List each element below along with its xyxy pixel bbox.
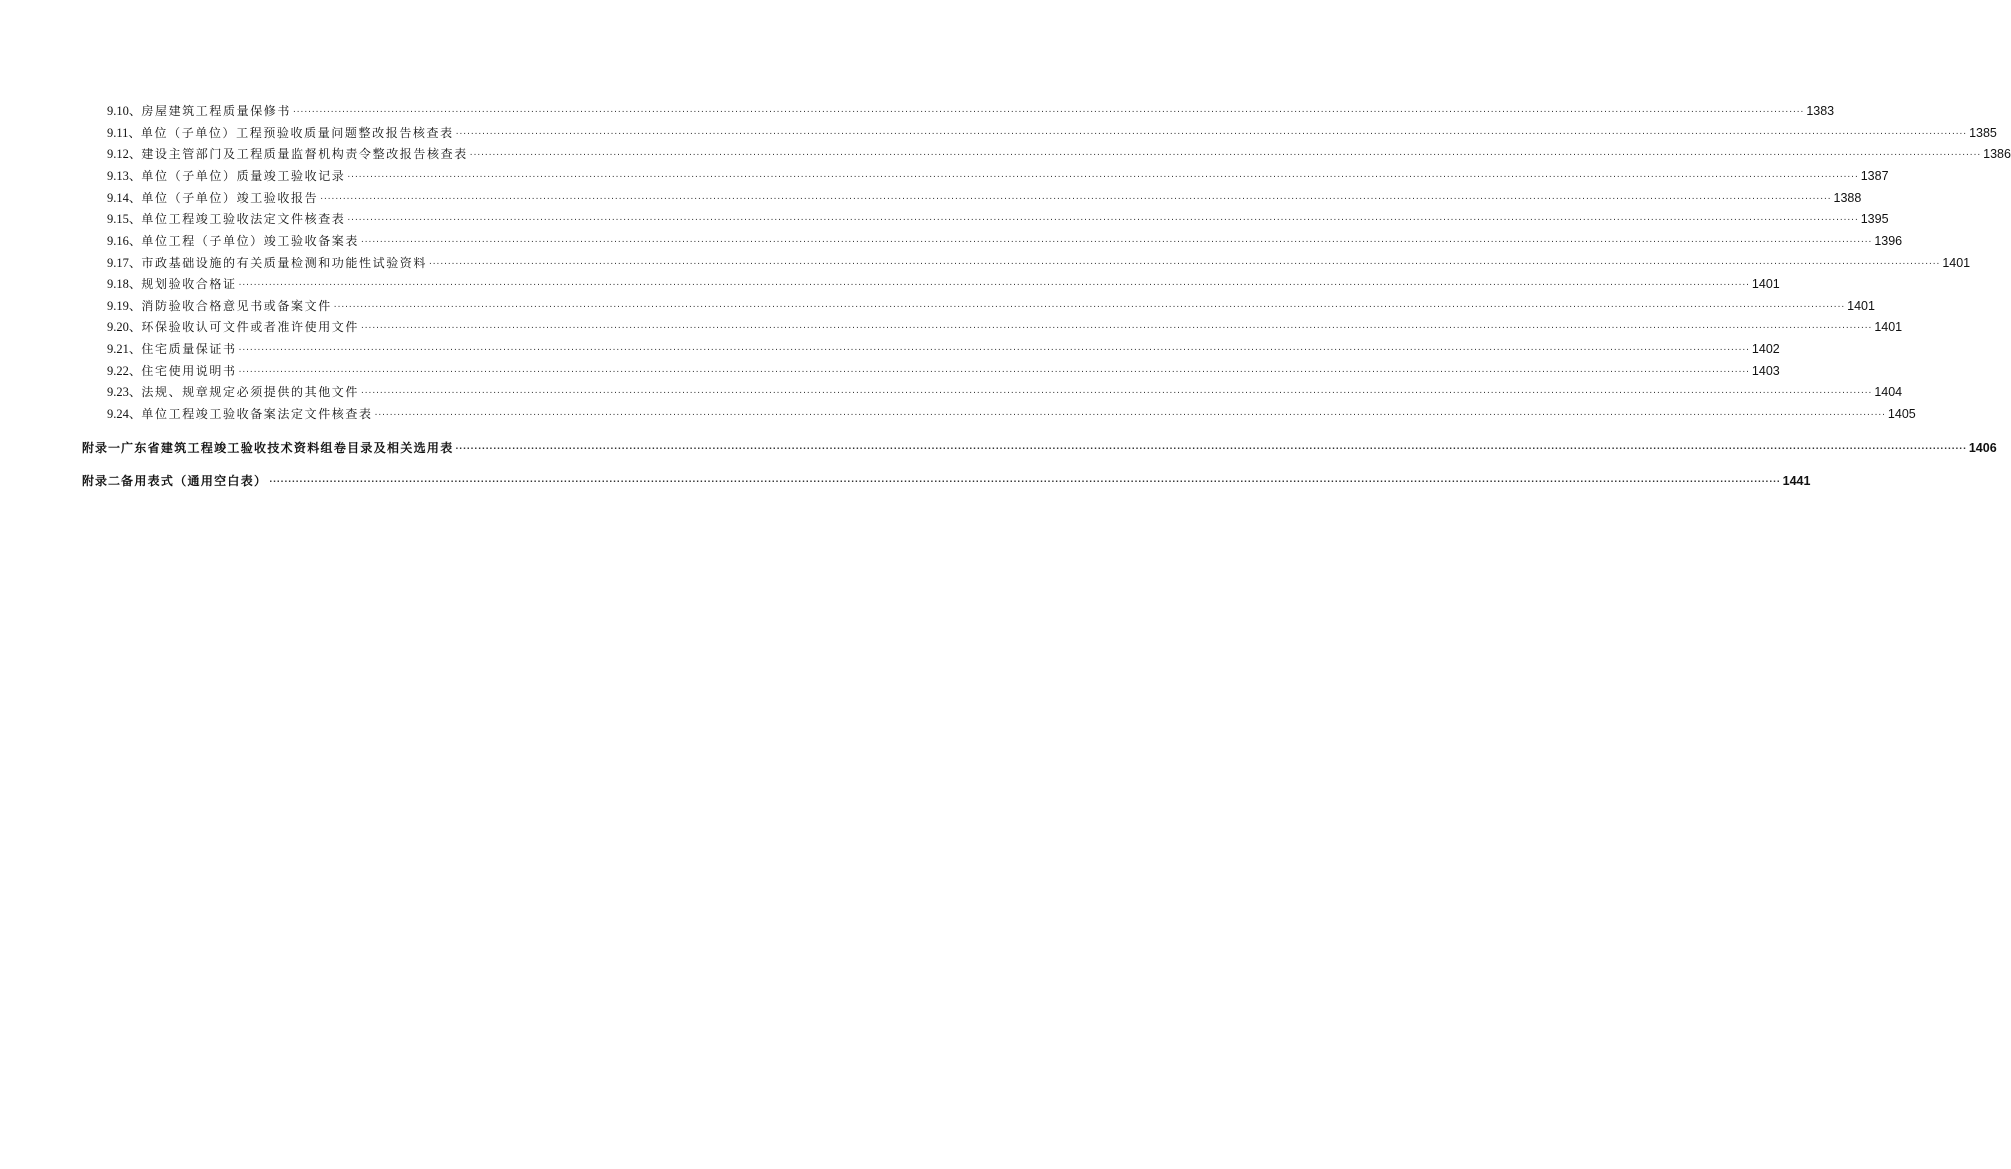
toc-entry[interactable]	[0, 336, 1780, 356]
toc-entry-title: 环保验收认可文件或者准许使用文件	[141, 320, 359, 334]
toc-entry-number: 9.23、	[107, 385, 142, 399]
toc-entry-number: 9.24、	[107, 407, 142, 421]
appendix-title: 备用表式（通用空白表）	[121, 474, 268, 488]
dot-leader: ................................................................................................................................................................................................................................................................................................................................................................................................................	[361, 385, 1873, 396]
toc-entry-number: 9.12、	[107, 147, 142, 161]
dot-leader: ................................................................................................................................................................................................................................................................................................................................................................................................................	[361, 234, 1873, 245]
toc-entry[interactable]	[0, 250, 1971, 270]
toc-entry-title: 单位工程竣工验收备案法定文件核查表	[141, 407, 373, 421]
toc-entry[interactable]	[0, 98, 1835, 118]
toc-entry-page: 1387	[1860, 169, 1889, 183]
toc-entry-page: 1386	[1983, 147, 2011, 161]
toc-entry[interactable]	[0, 185, 1862, 205]
toc-entry-title: 住宅质量保证书	[141, 342, 237, 356]
toc-entry-number: 9.11、	[107, 126, 141, 140]
toc-entry-page: 1401	[1847, 299, 1875, 313]
toc-entry-title: 住宅使用说明书	[141, 364, 237, 378]
toc-entry-page: 1401	[1751, 277, 1780, 291]
toc-entry-page: 1401	[1942, 256, 1971, 270]
toc-entry-title: 单位（子单位）工程预验收质量问题整改报告核查表	[140, 126, 454, 140]
toc-entry-page: 1388	[1833, 191, 1862, 205]
toc-entry-page: 1395	[1860, 212, 1889, 226]
toc-entry-page: 1401	[1874, 320, 1903, 334]
dot-leader: ................................................................................................................................................................................................................................................................................................................................................................................................................	[361, 320, 1873, 331]
toc-entry-number: 9.14、	[107, 191, 142, 205]
toc-entry-page: 1385	[1969, 126, 1997, 140]
toc-entry-title: 建设主管部门及工程质量监督机构责令整改报告核查表	[141, 147, 468, 161]
dot-leader: ................................................................................................................................................................................................................................................................................................................................................................................................................	[455, 126, 1968, 137]
toc-entry[interactable]	[0, 120, 1997, 140]
toc-entry[interactable]	[0, 401, 1916, 421]
dot-leader: ................................................................................................................................................................................................................................................................................................................................................................................................................	[469, 147, 1982, 158]
toc-entry-title: 单位工程（子单位）竣工验收备案表	[141, 234, 359, 248]
dot-leader: ................................................................................................................................................................................................................................................................................................................................................................................................................	[238, 277, 1750, 288]
toc-entry-page: 1383	[1806, 104, 1835, 118]
toc-entry-number: 9.20、	[107, 320, 142, 334]
toc-entry[interactable]	[0, 314, 1903, 334]
dot-leader: ................................................................................................................................................................................................................................................................................................................................................................................................................	[238, 342, 1750, 353]
toc-entry-page: 1405	[1887, 407, 1916, 421]
toc-entry-number: 9.18、	[107, 277, 142, 291]
toc-entry-number: 9.17、	[107, 256, 142, 270]
appendix-label: 附录二	[82, 474, 122, 488]
toc-entry-page: 1396	[1874, 234, 1903, 248]
toc-entry-title: 法规、规章规定必须提供的其他文件	[141, 385, 359, 399]
toc-entry-title: 单位（子单位）质量竣工验收记录	[141, 169, 346, 183]
toc-entry-page: 1404	[1874, 385, 1903, 399]
toc-entry-number: 9.13、	[107, 169, 142, 183]
dot-leader: ................................................................................................................................................................................................................................................................................................................................................................................................................	[374, 407, 1886, 418]
toc-entry-page: 1402	[1751, 342, 1780, 356]
appendix-label: 附录一	[82, 441, 122, 455]
dot-leader: ................................................................................................................................................................................................................................................................................................................................................................................................................	[333, 299, 1846, 310]
appendix-entry[interactable]	[0, 435, 1997, 455]
toc-entry-page: 1403	[1751, 364, 1780, 378]
dot-leader: ................................................................................................................................................................................................................................................................................................................................................................................................................	[455, 441, 1967, 452]
dot-leader: ................................................................................................................................................................................................................................................................................................................................................................................................................	[320, 191, 1832, 202]
appendix-page: 1406	[1968, 441, 1997, 455]
toc-entry-title: 单位工程竣工验收法定文件核查表	[141, 212, 346, 226]
appendix-entry[interactable]	[0, 468, 1811, 488]
toc-entry[interactable]	[0, 228, 1903, 248]
toc-entry-number: 9.21、	[107, 342, 142, 356]
toc-entry-title: 规划验收合格证	[141, 277, 237, 291]
appendix-page: 1441	[1782, 474, 1811, 488]
toc-entry[interactable]	[0, 271, 1780, 291]
toc-entry-number: 9.16、	[107, 234, 142, 248]
toc-entry-title: 消防验收合格意见书或备案文件	[141, 299, 332, 313]
toc-entry-title: 单位（子单位）竣工验收报告	[141, 191, 319, 205]
dot-leader: ................................................................................................................................................................................................................................................................................................................................................................................................................	[429, 256, 1941, 267]
dot-leader: ................................................................................................................................................................................................................................................................................................................................................................................................................	[347, 169, 1859, 180]
dot-leader: ................................................................................................................................................................................................................................................................................................................................................................................................................	[293, 104, 1805, 115]
toc-entry[interactable]	[0, 163, 1889, 183]
dot-leader: ................................................................................................................................................................................................................................................................................................................................................................................................................	[269, 474, 1781, 485]
toc-entry[interactable]	[0, 206, 1889, 226]
dot-leader: ................................................................................................................................................................................................................................................................................................................................................................................................................	[347, 212, 1859, 223]
toc-entry[interactable]	[0, 379, 1903, 399]
toc-entry[interactable]	[0, 358, 1780, 378]
dot-leader: ................................................................................................................................................................................................................................................................................................................................................................................................................	[238, 364, 1750, 375]
toc-entry-number: 9.19、	[107, 299, 142, 313]
toc-entry-number: 9.15、	[107, 212, 142, 226]
toc-entry[interactable]	[0, 293, 1875, 313]
toc-entry-number: 9.22、	[107, 364, 142, 378]
toc-entry-title: 房屋建筑工程质量保修书	[141, 104, 291, 118]
appendix-title: 广东省建筑工程竣工验收技术资料组卷目录及相关选用表	[121, 441, 454, 455]
toc-entry[interactable]	[0, 141, 2011, 161]
toc-entry-number: 9.10、	[107, 104, 142, 118]
toc-entry-title: 市政基础设施的有关质量检测和功能性试验资料	[141, 256, 427, 270]
